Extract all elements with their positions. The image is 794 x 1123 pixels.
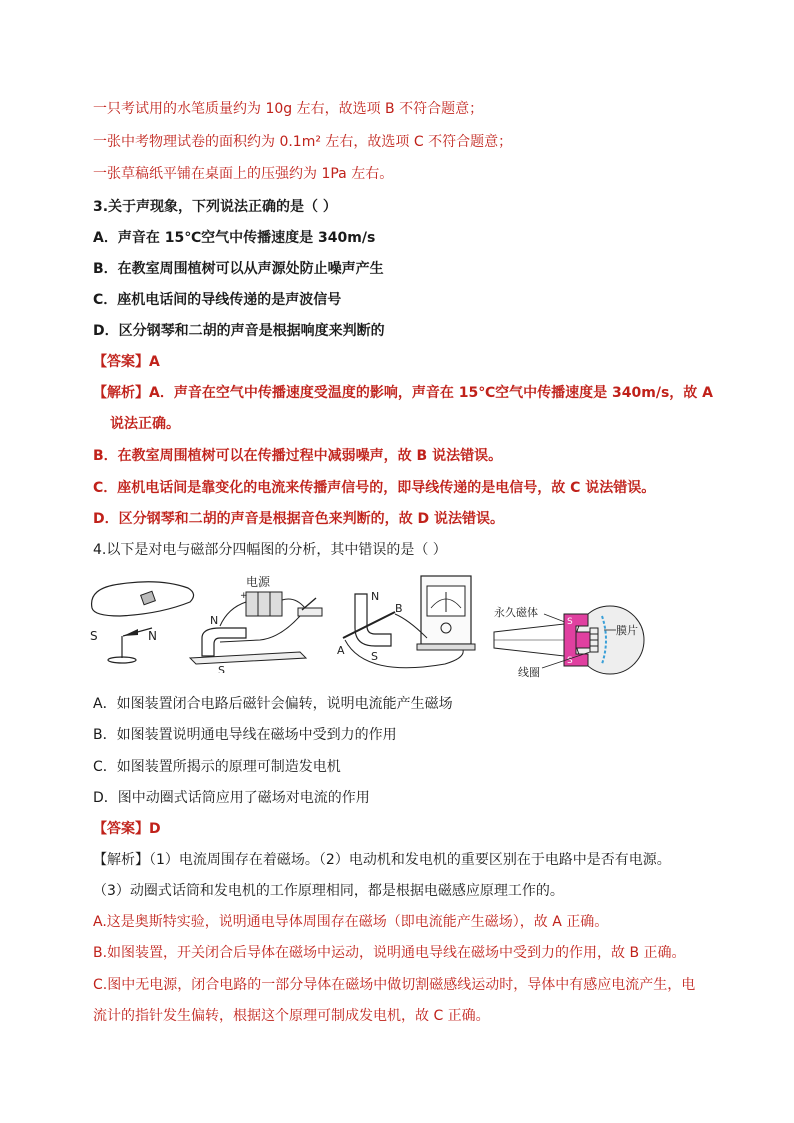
question-4-analysis-a: A.这是奥斯特实验，说明通电导体周围存在磁场（即电流能产生磁场），故 A 正确。 <box>93 914 609 930</box>
fig2-s-label: S <box>218 664 225 673</box>
question-3-analysis-a: 【解析】A．声音在空气中传播速度受温度的影响，声音在 15℃空气中传播速度是 340m/s，故 A <box>93 385 713 401</box>
switch-icon <box>298 598 322 616</box>
fig3-a-label: A <box>337 644 345 657</box>
question-4-option-a: A．如图装置闭合电路后磁针会偏转，说明电流能产生磁场 <box>93 696 453 712</box>
question-4-answer: 【答案】D <box>93 821 161 837</box>
question-3-analysis-b: B．在教室周围植树可以在传播过程中减弱噪声，故 B 说法错误。 <box>93 448 503 464</box>
fig1-s-label: S <box>90 629 98 643</box>
fig3-s-label: S <box>371 650 378 663</box>
text-line-2: 一张中考物理试卷的面积约为 0.1m² 左右，故选项 C 不符合题意； <box>93 134 513 150</box>
fig2-n-label: N <box>210 614 219 627</box>
fig4-magnet-label: 永久磁体 <box>494 606 538 619</box>
fig4-diaphragm-label: 膜片 <box>616 624 638 637</box>
question-4-analysis-c: C.图中无电源，闭合电路的一部分导体在磁场中做切割磁感线运动时，导体中有感应电流产生，电 <box>93 977 696 993</box>
text-line-3: 一张草稿纸平铺在桌面上的压强约为 1Pa 左右。 <box>93 166 394 182</box>
fig1-n-label: N <box>148 629 157 643</box>
question-4-option-c: C．如图装置所揭示的原理可制造发电机 <box>93 759 341 775</box>
battery-icon <box>246 592 282 616</box>
question-3-analysis-d: D．区分钢琴和二胡的声音是根据音色来判断的，故 D 说法错误。 <box>93 511 504 527</box>
text-line-1: 一只考试用的水笔质量约为 10g 左右，故选项 B 不符合题意； <box>93 101 484 117</box>
galvanometer-icon <box>417 576 475 650</box>
question-3-analysis-c: C．座机电话间是靠变化的电流来传播声信号的，即导线传递的是电信号，故 C 说法错误。 <box>93 480 656 496</box>
question-4-option-b: B．如图装置说明通电导线在磁场中受到力的作用 <box>93 727 397 743</box>
fig3-b-label: B <box>395 602 403 615</box>
question-4-stem: 4.以下是对电与磁部分四幅图的分析，其中错误的是（ ） <box>93 542 447 558</box>
question-4-analysis-c-cont: 流计的指针发生偏转，根据这个原理可制成发电机，故 C 正确。 <box>93 1008 490 1024</box>
question-4-analysis-2: （3）动圈式话筒和发电机的工作原理相同，都是根据电磁感应原理工作的。 <box>93 883 564 899</box>
question-4-figures <box>80 568 720 680</box>
question-3-answer: 【答案】A <box>93 354 160 370</box>
fig3-n-label: N <box>371 590 380 603</box>
question-3-option-c: C．座机电话间的导线传递的是声波信号 <box>93 292 342 308</box>
question-3-option-d: D．区分钢琴和二胡的声音是根据响度来判断的 <box>93 323 385 339</box>
fig2-power-label: 电源 <box>246 575 271 589</box>
question-3-option-a: A．声音在 15℃空气中传播速度是 340m/s <box>93 230 376 246</box>
question-3-option-b: B．在教室周围植树可以从声源处防止噪声产生 <box>93 261 384 277</box>
fig4-s-bottom-label: S <box>567 656 573 666</box>
figure-generator <box>335 568 485 673</box>
question-4-option-d: D．图中动圈式话筒应用了磁场对电流的作用 <box>93 790 370 806</box>
question-3-analysis-a-cont: 说法正确。 <box>110 416 180 432</box>
question-4-analysis-b: B.如图装置，开关闭合后导体在磁场中运动，说明通电导线在磁场中受到力的作用，故 B 正确。 <box>93 945 686 961</box>
figure-motor <box>180 568 330 673</box>
figure-microphone <box>492 568 707 678</box>
fig4-coil-label: 线圈 <box>518 666 540 678</box>
question-4-analysis-1: 【解析】（1）电流周围存在着磁场。（2）电动机和发电机的重要区别在于电路中是否有电源。 <box>93 852 671 868</box>
question-3-stem: 3.关于声现象，下列说法正确的是（ ） <box>93 199 337 215</box>
fig4-s-top-label: S <box>567 617 573 627</box>
svg-text:+: + <box>240 591 248 601</box>
